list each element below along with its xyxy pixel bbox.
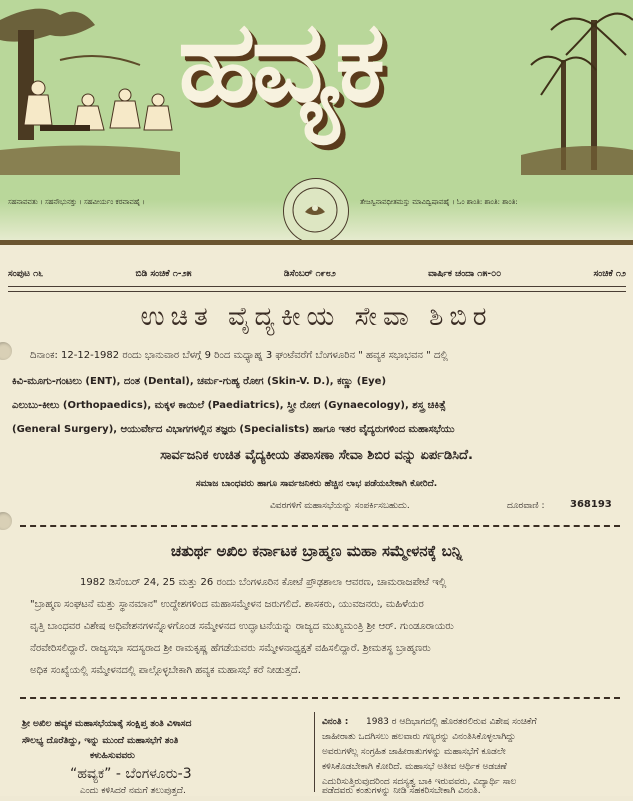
sabha-emblem [283,178,349,240]
issue-date: ಡಿಸೆಂಬರ್ ೧೯೮೨ [283,269,336,279]
camp-subheading: ಸಾರ್ವಜನಿಕ ಉಚಿತ ವೈದ್ಯಕೀಯ ತಪಾಸಣಾ ಸೇವಾ ಶಿಬಿರ ವನ್ನು ಏರ್ಪಡಿಸಿದೆ. [160,448,473,463]
phone-label: ದೂರವಾಣಿ : [507,501,545,511]
masthead-banner [0,0,633,240]
convention-line-1: 1982 ಡಿಸೆಂಬರ್ 24, 25 ಮತ್ತು 26 ರಂದು ಬೆಂಗಳೂರಿನ ಕೋಟೆ ಪ್ರೌಢಶಾಲಾ ಆವರಣ, ಚಾಮರಾಜಪೇಟೆ ಇಲ್ಲಿ [80,577,447,588]
divider [8,286,626,287]
masthead-title: ಹವ್ಯಕ [178,0,382,127]
volume-number: ಸಂಪುಟ ೧೬ [8,269,44,279]
section-divider [20,525,620,527]
convention-line-5: ಅಧಿಕ ಸಂಖ್ಯೆಯಲ್ಲಿ ಸಮ್ಮೇಳನದಲ್ಲಿ ಪಾಲ್ಗೊಳ್ಳಬೇಕಾಗಿ ಹವ್ಯಕ ಮಹಾಸಭೆ ಕರೆ ನೀಡುತ್ತದೆ. [30,665,301,676]
emblem-icon [283,178,347,240]
request-line-2: ಜಾಹೀರಾತು ಒದಗಿಸಲು ಹಲವಾರು ಗಣ್ಯರನ್ನು ವಿನಂತಿಸಿಕೊಳ್ಳಲಾಗಿದ್ದು [322,732,516,742]
convention-line-2: "ಬ್ರಾಹ್ಮಣ ಸಂಘಟನೆ ಮತ್ತು ಸ್ಥಾನಮಾನ" ಉದ್ದೇಶಗಳಿಂದ ಮಹಾಸಮ್ಮೇಳನ ಜರುಗಲಿದೆ. ಶಾಸಕರು, ಯುವಜನರು, ಮಹಿಳೆಯರ [30,599,424,610]
camp-line-4: (General Surgery), ಆಯುರ್ವೇದ ವಿಭಾಗಗಳಲ್ಲಿನ ತಜ್ಞರು (Specialists) ಹಾಗೂ ಇತರ ವೈದ್ಯರುಗಳಿಂದ ಮಹಾಸಭೆಯು [12,424,455,435]
motto-left: ಸಹನಾವವತು । ಸಹನೌಭುನಕ್ತು । ಸಹವೀರ್ಯಂ ಕರವಾವಹೈ । [8,198,146,206]
camp-line-1: ದಿನಾಂಕ: 12-12-1982 ರಂದು ಭಾನುವಾರ ಬೆಳಗ್ಗೆ 9 ರಿಂದ ಮಧ್ಯಾಹ್ನ 3 ಘಂಟೆವರೆಗೆ ಬೆಂಗಳೂರಿನ " ಹವ್ಯಕ ಸಭಾಭವನ " ದಲ್ಲಿ [30,350,448,361]
telegram-line-2: ಸೌಲಭ್ಯ ದೊರೆತಿದ್ದು, ಇನ್ನು ಮುಂದೆ ಮಹಾಸಭೆಗೆ ತಂತಿ [22,736,179,746]
camp-line-2: ಕಿವಿ-ಮೂಗು-ಗಂಟಲು (ENT), ದಂತ (Dental), ಚರ್ಮ-ಗುಹ್ಯ ರೋಗ (Skin-V. D.), ಕಣ್ಣು (Eye) [12,376,387,387]
issue-number: ಸಂಚಿಕೆ ೧೨ [593,269,626,279]
loose-issue: ಬಿಡಿ ಸಂಚಿಕೆ ೧-೨೫ [135,269,192,279]
request-line-1: 1983 ರ ಆದಿಭಾಗದಲ್ಲಿ ಹೊರತರಲಿರುವ ವಿಶೇಷ ಸಂಚಿಕೆಗೆ [366,717,537,727]
camp-line-3: ಎಲುಬು-ಕೀಲು (Orthopaedics), ಮಕ್ಕಳ ಕಾಯಿಲೆ (Paediatrics), ಸ್ತ್ರೀ ರೋಗ (Gynaecology), ಶಸ್ತ್ರ ಚಿಕಿತ್ಸೆ [12,400,446,411]
telegram-line-4: ಎಂದು ಕಳಿಸಿದರೆ ನಮಗೆ ತಲುಪುತ್ತದೆ. [80,786,186,796]
left-illustration [0,0,180,175]
request-line-5: ಎದುರಿಸುತ್ತಿರುವುದರಿಂದ ಸದಸ್ಯತ್ವ ಬಾಕಿ ಇರುವವರು, ವಿದ್ಯಾರ್ಥಿ ಸಾಲ [322,777,517,787]
telegram-address: “ಹವ್ಯಕ” - ಬೆಂಗಳೂರು-3 [70,766,192,782]
convention-line-3: ವೃತ್ತಿ ಬಾಂಧವರ ವಿಶೇಷ ಅಧಿವೇಶನಗಳನ್ನೊಳಗೊಂಡ ಸಮ್ಮೇಳನದ ಉದ್ಘಾಟನೆಯನ್ನು ರಾಜ್ಯದ ಮುಖ್ಯಮಂತ್ರಿ ಶ್ರೀ ಆರ್. ಗುಂಡೂರಾಯರು [30,621,454,632]
punch-hole [0,342,12,360]
banner-border [0,240,633,245]
request-line-6: ಪಡೆದವರು ಕಂತುಗಳನ್ನು ನೀಡಿ ಸಹಕರಿಸಬೇಕಾಗಿ ವಿನಂತಿ. [322,786,481,796]
issue-info-bar [8,269,626,279]
telegram-line-1: ಶ್ರೀ ಅಖಿಲ ಹವ್ಯಕ ಮಹಾಸಭೆಯಾತ್ಕೆ ಸಂಕ್ಷಿಪ್ತ ತಂತಿ ವಿಳಾಸದ [22,719,192,729]
convention-heading: ಚತುರ್ಥ ಅಖಿಲ ಕರ್ನಾಟಕ ಬ್ರಾಹ್ಮಣ ಮಹಾ ಸಮ್ಮೇಳನಕ್ಕೆ ಬನ್ನಿ [170,542,463,560]
camp-contact: ವಿವರಗಳಿಗೆ ಮಹಾಸಭೆಯನ್ನು ಸಂಪರ್ಕಿಸಬಹುದು. [270,501,410,511]
punch-hole [0,512,12,530]
request-line-3: ಅವರುಗಳೆಲ್ಲ ಸಂಗ್ರಹಿತ ಜಾಹೀರಾತುಗಳನ್ನು ಮಹಾಸಭೆಗೆ ಕೂಡಲೇ [322,747,506,757]
camp-heading: ಉಚಿತ ವೈದ್ಯಕೀಯ ಸೇವಾ ಶಿಬಿರ [140,302,493,332]
divider [8,291,626,292]
section-divider [20,697,620,699]
telegram-line-3: ಕಳುಹಿಸುವವರು [90,751,135,761]
right-illustration [521,0,633,175]
column-divider [314,712,315,792]
phone-number: 368193 [570,499,612,510]
request-line-4: ಕಳಿಸಿಕೊಡಬೇಕಾಗಿ ಕೋರಿದೆ. ಮಹಾಸಭೆ ಅತೀವ ಆರ್ಥಿಕ ಅಡಚಣೆ [322,762,507,772]
camp-appeal: ಸಮಾಜ ಬಾಂಧವರು ಹಾಗೂ ಸಾರ್ವಜನಿಕರು ಹೆಚ್ಚಿನ ಲಾಭ ಪಡೆಯಬೇಕಾಗಿ ಕೋರಿದೆ. [195,479,438,489]
request-label: ವಿನಂತಿ : [322,717,349,727]
motto-right: ತೇಜಸ್ವಿನಾವಧೀತಮಸ್ತು ಮಾವಿದ್ವಿಷಾವಹೈ । ಓಂ ಶಾಂತಿ: ಶಾಂತಿ: ಶಾಂತಿ: [360,198,518,206]
annual-fee: ವಾರ್ಷಿಕ ಚಂದಾ ೧೫-೦೦ [428,269,502,279]
convention-line-4: ನೆರವೇರಿಸಲಿದ್ದಾರೆ. ರಾಜ್ಯಸಭಾ ಸದಸ್ಯರಾದ ಶ್ರೀ ರಾಮಕೃಷ್ಣ ಹೆಗಡೆಯವರು ಸಮ್ಮೇಳನಾಧ್ಯಕ್ಷತೆ ವಹಿಸಲಿದ್ದಾರೆ. ಶ್ರೀಮತಸ್ಥ ಬ್ರಾಹ್ಮಣರು [30,643,431,654]
